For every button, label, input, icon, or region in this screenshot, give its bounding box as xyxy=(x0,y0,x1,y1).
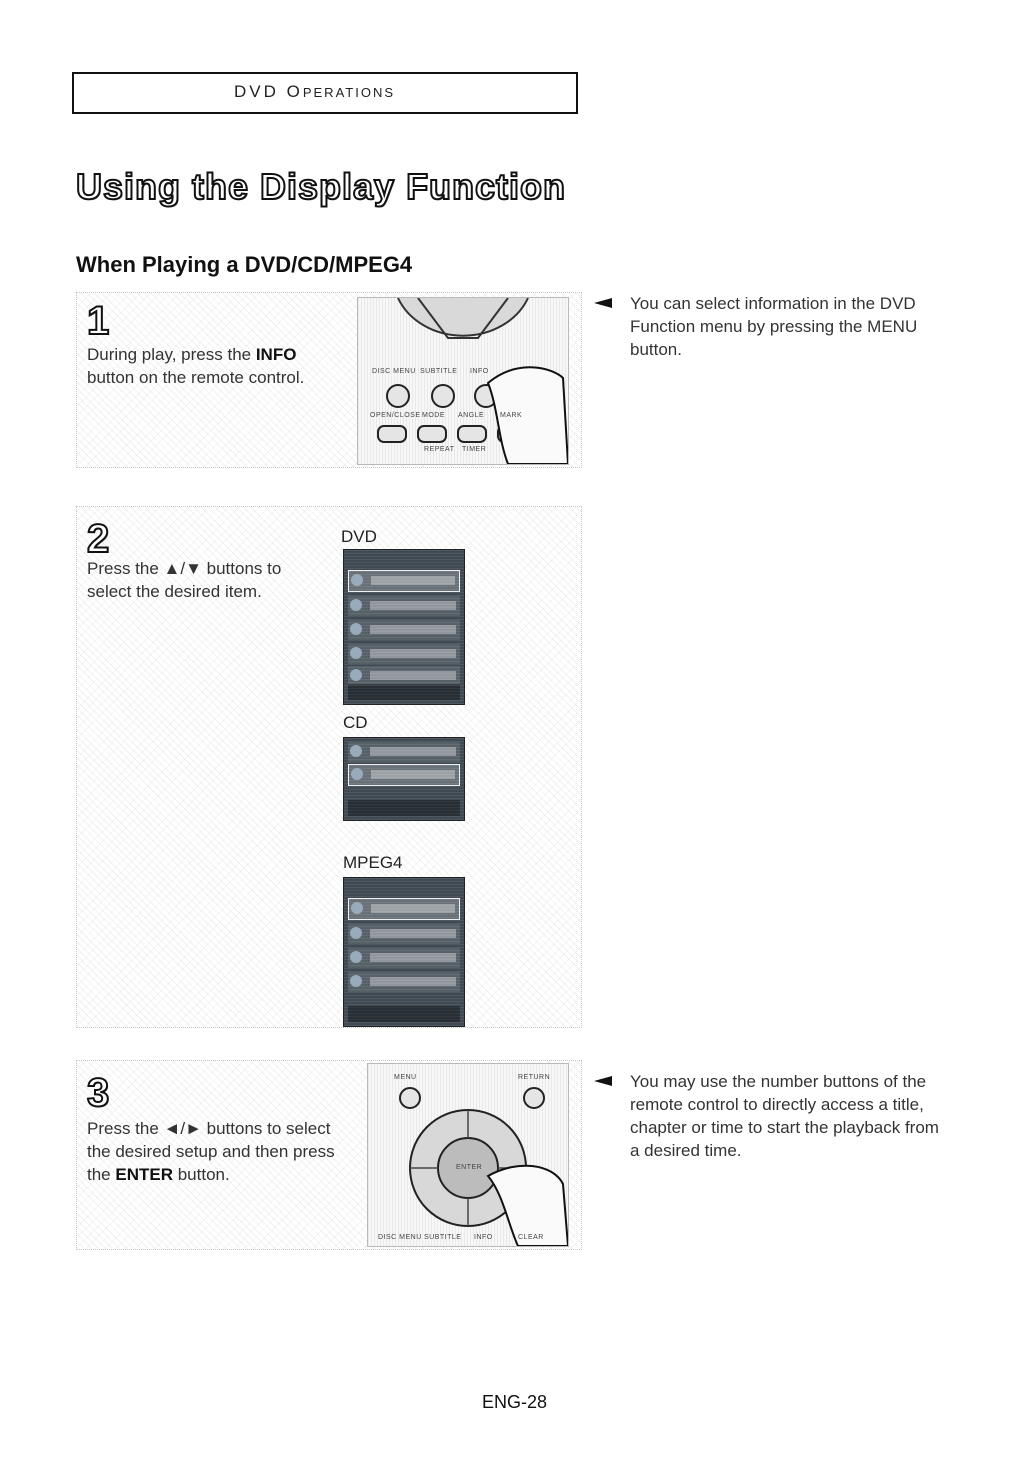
note-arrow-icon xyxy=(594,298,612,308)
remote-label: INFO xyxy=(474,1234,493,1241)
remote-label: MODE xyxy=(422,412,445,419)
osd-row xyxy=(348,742,460,762)
screen-label-mpeg4: MPEG4 xyxy=(343,853,403,872)
remote-label: SUBTITLE xyxy=(424,1234,462,1241)
remote-info-button-image xyxy=(357,297,569,465)
section-subheading: When Playing a DVD/CD/MPEG4 xyxy=(76,252,413,277)
note-number-buttons: You may use the number buttons of the remote control to directly access a title, chapter or time to start the playback from a desired time. xyxy=(600,1070,950,1162)
osd-row xyxy=(348,924,460,944)
osd-row xyxy=(348,972,460,992)
step-2-text: Press the ▲/▼ buttons to select the desired item. xyxy=(87,559,282,601)
remote-label: DISC MENU xyxy=(378,1234,422,1241)
osd-row xyxy=(348,948,460,968)
step-3-panel xyxy=(76,1060,582,1250)
remote-label: DISC MENU xyxy=(372,368,416,375)
remote-label: OPEN/CLOSE xyxy=(370,412,421,419)
step-3-text: Press the ◄/► buttons to select the desired setup and then press the ENTER button. xyxy=(87,1119,335,1184)
osd-row xyxy=(348,620,460,640)
remote-label: CLEAR xyxy=(518,1234,544,1241)
remote-label: TIMER xyxy=(462,446,487,453)
remote-illustration xyxy=(368,1064,568,1246)
osd-footer xyxy=(348,684,460,700)
note-menu-info: You can select information in the DVD Function menu by pressing the MENU button. xyxy=(600,292,930,361)
remote-illustration xyxy=(358,298,568,464)
remote-enter-button-image xyxy=(367,1063,569,1247)
step-number: 3 xyxy=(87,1071,110,1115)
osd-footer xyxy=(348,800,460,816)
section-header-box xyxy=(72,72,578,114)
osd-row xyxy=(348,898,460,920)
screen-label-dvd: DVD xyxy=(341,527,377,546)
remote-label: SUBTITLE xyxy=(420,368,458,375)
osd-row xyxy=(348,764,460,786)
note-arrow-icon xyxy=(594,1076,612,1086)
step-1-text: During play, press the INFO button on the remote control. xyxy=(87,345,305,387)
remote-label: RETURN xyxy=(518,1074,551,1081)
remote-label: ANGLE xyxy=(458,412,485,419)
cd-info-screen xyxy=(343,737,465,821)
osd-row xyxy=(348,666,460,686)
page-number: ENG-28 xyxy=(482,1392,548,1412)
section-header: DVD OPERATIONS xyxy=(234,82,396,101)
remote-label: MARK xyxy=(500,412,523,419)
mpeg4-info-screen xyxy=(343,877,465,1027)
remote-label: ENTER xyxy=(456,1164,483,1171)
screen-label-cd: CD xyxy=(343,713,368,732)
osd-row xyxy=(348,570,460,592)
step-2-panel xyxy=(76,506,582,1028)
remote-label: REPEAT xyxy=(424,446,455,453)
step-number: 1 xyxy=(87,299,110,343)
step-number: 2 xyxy=(87,517,110,561)
osd-row xyxy=(348,644,460,664)
remote-label: MENU xyxy=(394,1074,417,1081)
page-title: Using the Display Function xyxy=(76,166,567,207)
dvd-info-screen xyxy=(343,549,465,705)
step-1-panel xyxy=(76,292,582,468)
remote-label: INFO xyxy=(470,368,489,375)
osd-row xyxy=(348,596,460,616)
osd-footer xyxy=(348,1006,460,1022)
